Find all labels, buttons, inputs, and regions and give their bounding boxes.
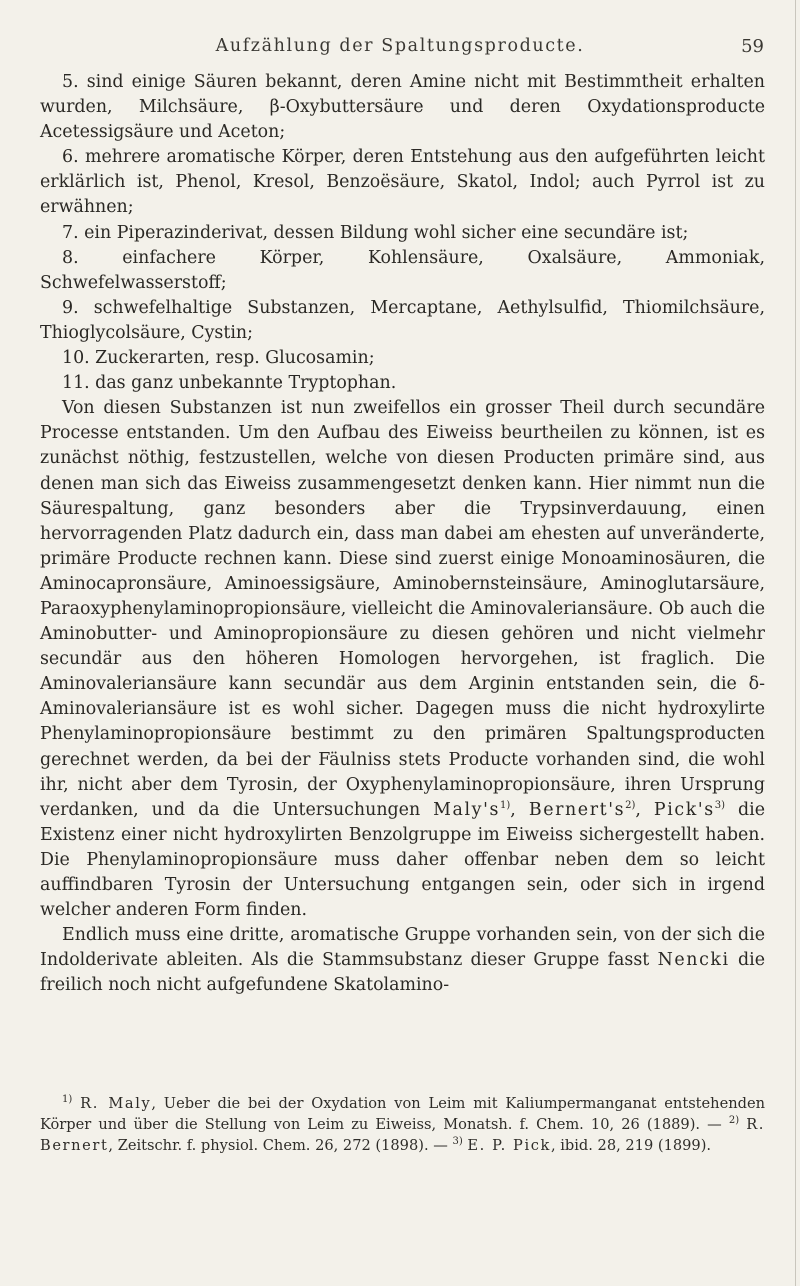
- footnote-mark: 2): [728, 1115, 740, 1127]
- footnote-ref: 2): [625, 799, 636, 811]
- footnote-text: , ibid. 28, 219 (1899).: [550, 1137, 712, 1154]
- running-head: Aufzählung der Spaltungsproducte.: [215, 36, 585, 56]
- body-text: [40, 70, 765, 998]
- paragraph-text: Endlich muss eine dritte, aromatische Gruppe vorhanden sein, von der sich die Indolderivate ableiten. Als die Stammsubstanz dieser Gruppe fasst: [40, 925, 765, 971]
- citation-author: Pick's: [653, 799, 715, 820]
- footnote-author: R. Maly: [80, 1095, 152, 1112]
- paragraph-text: Von diesen Substanzen ist nun zweifellos ein grosser Theil durch secundäre Processe entstanden. Um den Aufbau des Eiweiss beurtheilen zu können, ist es zunächst nöthig, festzustellen, welche von diesen Producten primäre sind, aus denen man sich das Eiweiss zusammengesetzt denken kann. Hier nimmt nun die Säurespaltung, ganz besonders aber die Trypsinverdauung, einen hervorragenden Platz dadurch ein, dass man dabei am ehesten auf unveränderte, primäre Producte rechnen kann. Diese sind zuerst einige Monoaminosäuren, die Aminocapronsäure, Aminoessigsäure, Aminobernsteinsäure, Aminoglutarsäure, Paraoxyphenylaminopropionsäure, vielleicht die Aminovaleriansäure. Ob auch die Aminobutter- und Aminopropionsäure zu diesen gehören und nicht vielmehr secundär aus den höheren Homologen hervorgehen, ist fraglich. Die Aminovaleriansäure kann secundär aus dem Arginin entstanden sein, die δ-Aminovaleriansäure ist es wohl sicher. Dagegen muss die nicht hydroxylirte Phenylaminopropionsäure bestimmt zu den primären Spaltungsproducten gerechnet werden, da bei der Fäulniss stets Producte vorhanden sind, die wohl ihr, nicht aber dem Tyrosin, der Oxyphenylaminopropionsäure, ihren Ursprung verdanken, und da die Untersuchungen: [40, 398, 765, 820]
- footnote: [40, 1093, 765, 1156]
- list-item: 10. Zuckerarten, resp. Glucosamin;: [62, 348, 375, 369]
- list-item: 11. das ganz unbekannte Tryptophan.: [62, 373, 397, 394]
- footnote-mark: 1): [62, 1094, 73, 1106]
- footnote-text: , Ueber die bei der Oxydation von Leim mit Kaliumpermanganat entstehenden Körper und über die Stellung von Leim zu Eiweiss, Monatsh. f. Chem. 10, 26 (1889). —: [40, 1095, 765, 1133]
- page-edge-line: [795, 0, 796, 1286]
- footnote-author: R. Bernert: [40, 1116, 766, 1154]
- page-number: 59: [741, 36, 764, 57]
- citation-author: Nencki: [657, 950, 730, 971]
- paragraph: [40, 923, 765, 998]
- citation-author: Maly's: [433, 799, 501, 820]
- footnotes: [40, 1093, 765, 1156]
- footnote-ref: 3): [714, 799, 726, 811]
- citation-author: Bernert's: [528, 799, 626, 820]
- list-item: 5. sind einige Säuren bekannt, deren Amine nicht mit Bestimmtheit erhalten wurden, Milchsäure, β-Oxybuttersäure und deren Oxydationsproducte Acetessigsäure und Aceton;: [40, 72, 765, 143]
- footnote-text: , Zeitschr. f. physiol. Chem. 26, 272 (1898). —: [108, 1137, 448, 1154]
- footnote-ref: 1): [500, 799, 511, 811]
- list-item: 9. schwefelhaltige Substanzen, Mercaptane, Aethylsulfid, Thiomilchsäure, Thioglycolsäure, Cystin;: [40, 297, 765, 343]
- footnote-mark: 3): [452, 1136, 463, 1148]
- page-header: [0, 36, 800, 62]
- list-item: 6. mehrere aromatische Körper, deren Entstehung aus den aufgeführten leicht erklärlich ist, Phenol, Kresol, Benzoësäure, Skatol, Indol; auch Pyrrol ist zu erwähnen;: [40, 147, 765, 218]
- paragraph: Von diesen Substanzen ist nun zweifellos ein grosser Theil durch secundäre Processe entstanden. Um den Aufbau des Eiweiss beurtheilen zu können, ist es zunächst nöthig, festzustellen, welche von diesen Producten primäre sind, aus denen man sich das Eiweiss zusammengesetzt denken kann. Hier nimmt nun die Säurespaltung, ganz besonders aber die Trypsinverdauung, einen hervorragenden Platz dadurch ein, dass man dabei am ehesten auf unveränderte, primäre Producte rechnen kann. Diese sind zuerst einige Monoaminosäuren, die Aminocapronsäure, Aminoessigsäure, Aminobernsteinsäure, Aminoglutarsäure, Paraoxyphenylaminopropionsäure, vielleicht die Aminovaleriansäure. Ob auch die Aminobutter- und Aminopropionsäure zu diesen gehören und nicht vielmehr secundär aus den höheren Homologen hervorgehen, ist fraglich. Die Aminovaleriansäure kann secundär aus dem Arginin entstanden sein, die δ-Aminovaleriansäure ist es wohl sicher. Dagegen muss die nicht hydroxylirte Phenylaminopropionsäure bestimmt zu den primären Spaltungsproducten gerechnet werden, da bei der Fäulniss stets Producte vorhanden sind, die wohl ihr, nicht aber dem Tyrosin, der Oxyphenylaminopropionsäure, ihren Ursprung verdanken, und da die Untersuchungen $Maly's^{1)}$, $Bernert's^{2)}$, $Pick's^{3)}$ die Existenz einer nicht hydroxylirten Benzolgruppe im Eiweiss sichergestellt haben. Die Phenylaminopropionsäure muss daher offenbar neben dem so leicht auffindbaren Tyrosin der Untersuchung entgangen sein, oder sich in irgend welcher anderen Form finden.: [40, 398, 766, 921]
- footnote-author: E. P. Pick: [467, 1137, 551, 1154]
- list-item: 8. einfachere Körper, Kohlensäure, Oxalsäure, Ammoniak, Schwefelwasserstoff;: [40, 247, 765, 293]
- paragraph-text: die Existenz einer nicht hydroxylirten Benzolgruppe im Eiweiss sichergestellt haben. Die Phenylaminopropionsäure muss daher offenbar neben dem so leicht auffindbaren Tyrosin der Untersuchung entgangen sein, oder sich in irgend welcher anderen Form finden.: [40, 799, 766, 921]
- list-item: 7. ein Piperazinderivat, dessen Bildung wohl sicher eine secundäre ist;: [62, 222, 689, 243]
- paragraph-text: die freilich noch nicht aufgefundene Skatolamino-: [40, 950, 766, 996]
